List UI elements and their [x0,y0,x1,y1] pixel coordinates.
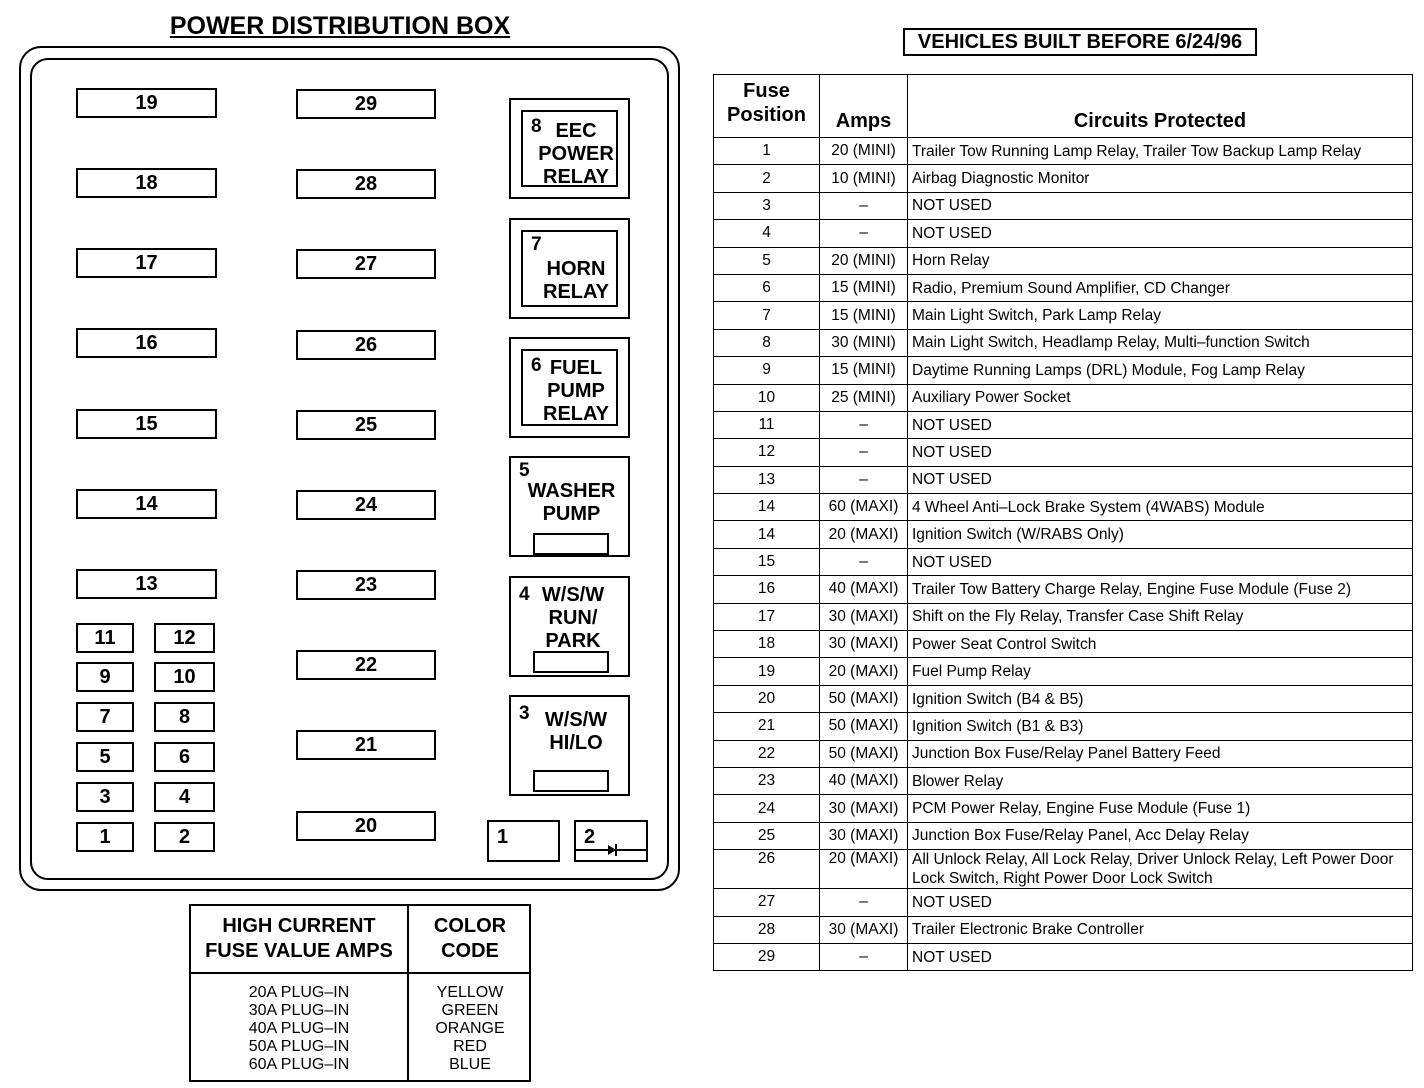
cell-circuits: Trailer Electronic Brake Controller [908,916,1413,943]
fuse-24: 24 [296,490,436,520]
legend-header-divider [191,972,529,974]
cell-amps: – [820,192,908,219]
cell-circuits: Trailer Tow Running Lamp Relay, Trailer Tow Backup Lamp Relay [908,138,1413,165]
cell-fuse-position: 28 [714,916,820,943]
cell-fuse-position: 10 [714,384,820,411]
cell-circuits: Radio, Premium Sound Amplifier, CD Changer [908,274,1413,301]
cell-circuits: PCM Power Relay, Engine Fuse Module (Fuse 1) [908,795,1413,822]
table-row [714,357,1413,384]
table-row [714,192,1413,219]
cell-fuse-position: 20 [714,685,820,712]
relay-number: 4 [519,584,530,605]
fuse-9: 9 [76,662,134,692]
cell-fuse-position: 25 [714,822,820,849]
cell-amps: – [820,439,908,466]
relay-label: FUEL PUMP RELAY [543,357,609,425]
cell-fuse-position: 22 [714,740,820,767]
cell-circuits: Horn Relay [908,247,1413,274]
cell-amps: 15 (MINI) [820,274,908,301]
fuse-11: 11 [76,623,134,653]
relay-7 [509,218,630,319]
cell-amps: 30 (MAXI) [820,822,908,849]
table-row [714,740,1413,767]
legend-colors-list [409,984,531,1074]
table-title: VEHICLES BUILT BEFORE 6/24/96 [903,28,1257,56]
cell-fuse-position: 18 [714,631,820,658]
cell-fuse-position: 26 [714,850,820,889]
relay-number: 8 [531,116,542,137]
table-row [714,521,1413,548]
cell-fuse-position: 11 [714,411,820,438]
diode-number: 2 [584,826,596,848]
cell-fuse-position: 9 [714,357,820,384]
cell-fuse-position: 14 [714,521,820,548]
fuse-15: 15 [76,409,217,439]
table-row [714,548,1413,575]
cell-circuits: Junction Box Fuse/Relay Panel, Acc Delay Relay [908,822,1413,849]
cell-circuits: All Unlock Relay, All Lock Relay, Driver Unlock Relay, Left Power Door Lock Switch, Right Power Door Lock Switch [908,850,1413,889]
relay-label: WASHER PUMP [527,480,616,525]
table-row [714,916,1413,943]
relay-8 [509,98,630,199]
fuse-21: 21 [296,730,436,760]
fuse-27: 27 [296,249,436,279]
table-row [714,658,1413,685]
cell-circuits: NOT USED [908,220,1413,247]
relay-label: W/S/W RUN/ PARK [541,584,605,652]
cell-fuse-position: 19 [714,658,820,685]
fuse-14: 14 [76,489,217,519]
legend-amp-item: 30A PLUG–IN [248,1002,350,1019]
cell-amps: 50 (MAXI) [820,740,908,767]
cell-circuits: NOT USED [908,411,1413,438]
cell-amps: 30 (MAXI) [820,631,908,658]
table-row [714,576,1413,603]
legend-amp-item: 40A PLUG–IN [248,1020,350,1037]
fuse-6: 6 [154,742,215,772]
table-row [714,329,1413,356]
cell-circuits: Ignition Switch (B1 & B3) [908,713,1413,740]
cell-fuse-position: 13 [714,466,820,493]
fuse-19: 19 [76,88,217,118]
cell-circuits: Blower Relay [908,767,1413,794]
cell-amps: 30 (MAXI) [820,795,908,822]
relay-slot [533,770,609,792]
cell-circuits: NOT USED [908,548,1413,575]
table-row [714,274,1413,301]
cell-fuse-position: 6 [714,274,820,301]
fuse-5: 5 [76,742,134,772]
fuse-12: 12 [154,623,215,653]
cell-amps: 30 (MAXI) [820,603,908,630]
cell-fuse-position: 2 [714,165,820,192]
cell-fuse-position: 5 [714,247,820,274]
cell-amps: 20 (MINI) [820,138,908,165]
diagram-title: POWER DISTRIBUTION BOX [169,12,511,40]
diode-1 [487,820,560,862]
relay-number: 6 [531,355,542,376]
table-row [714,713,1413,740]
legend-amp-item: 20A PLUG–IN [248,984,350,1001]
cell-amps: 30 (MINI) [820,329,908,356]
header-circuits: Circuits Protected [908,75,1413,138]
relay-number: 5 [519,460,530,481]
table-row [714,302,1413,329]
relay-6 [509,337,630,438]
fuse-29: 29 [296,89,436,119]
cell-circuits: Main Light Switch, Headlamp Relay, Multi–function Switch [908,329,1413,356]
table-row [714,220,1413,247]
fuse-20: 20 [296,811,436,841]
fuse-28: 28 [296,169,436,199]
legend-header-amps: HIGH CURRENT FUSE VALUE AMPS [205,915,393,962]
header-amps: Amps [820,75,908,138]
cell-circuits: 4 Wheel Anti–Lock Brake System (4WABS) Module [908,494,1413,521]
cell-amps: 50 (MAXI) [820,685,908,712]
legend-color-item: BLUE [449,1056,491,1073]
cell-circuits: Trailer Tow Battery Charge Relay, Engine Fuse Module (Fuse 2) [908,576,1413,603]
diode-symbol-icon [576,840,646,860]
cell-amps: 15 (MINI) [820,302,908,329]
table-row [714,165,1413,192]
table-row [714,439,1413,466]
legend-amp-item: 60A PLUG–IN [248,1056,350,1073]
relay-label: W/S/W HI/LO [544,709,608,754]
relay-label: EEC POWER RELAY [538,120,614,188]
relay-slot [533,651,609,673]
cell-circuits: Junction Box Fuse/Relay Panel Battery Feed [908,740,1413,767]
cell-fuse-position: 7 [714,302,820,329]
cell-circuits: NOT USED [908,439,1413,466]
cell-circuits: NOT USED [908,192,1413,219]
cell-amps: 40 (MAXI) [820,767,908,794]
table-row [714,494,1413,521]
fuse-25: 25 [296,410,436,440]
legend-amp-item: 50A PLUG–IN [248,1038,350,1055]
table-row [714,466,1413,493]
fuse-22: 22 [296,650,436,680]
color-code-legend [189,904,531,1082]
cell-fuse-position: 3 [714,192,820,219]
cell-circuits: Power Seat Control Switch [908,631,1413,658]
cell-fuse-position: 4 [714,220,820,247]
cell-amps: 10 (MINI) [820,165,908,192]
cell-fuse-position: 15 [714,548,820,575]
cell-circuits: NOT USED [908,889,1413,916]
header-fuse-position: Fuse Position [714,75,820,138]
fuse-2: 2 [154,822,215,852]
cell-amps: 20 (MAXI) [820,658,908,685]
fuse-4: 4 [154,782,215,812]
cell-fuse-position: 23 [714,767,820,794]
cell-circuits: Ignition Switch (B4 & B5) [908,685,1413,712]
table-row [714,822,1413,849]
cell-fuse-position: 27 [714,889,820,916]
fuse-3: 3 [76,782,134,812]
cell-circuits: NOT USED [908,943,1413,970]
cell-amps: 40 (MAXI) [820,576,908,603]
fuse-17: 17 [76,248,217,278]
cell-amps: 60 (MAXI) [820,494,908,521]
cell-fuse-position: 1 [714,138,820,165]
fuse-7: 7 [76,702,134,732]
legend-color-item: RED [453,1038,487,1055]
legend-color-item: GREEN [441,1002,499,1019]
legend-color-item: ORANGE [435,1020,505,1037]
cell-circuits: NOT USED [908,466,1413,493]
table-row [714,247,1413,274]
cell-circuits: Shift on the Fly Relay, Transfer Case Shift Relay [908,603,1413,630]
cell-fuse-position: 12 [714,439,820,466]
relay-number: 7 [531,234,542,255]
cell-circuits: Main Light Switch, Park Lamp Relay [908,302,1413,329]
cell-amps: – [820,548,908,575]
relay-slot [533,533,609,555]
cell-fuse-position: 21 [714,713,820,740]
fuse-18: 18 [76,168,217,198]
table-row [714,631,1413,658]
fuse-10: 10 [154,662,215,692]
legend-amps-list [191,984,407,1074]
fuse-16: 16 [76,328,217,358]
fuse-1: 1 [76,822,134,852]
relay-3 [509,695,630,796]
cell-amps: 30 (MAXI) [820,916,908,943]
cell-fuse-position: 14 [714,494,820,521]
relay-label: HORN RELAY [543,258,609,303]
cell-circuits: Ignition Switch (W/RABS Only) [908,521,1413,548]
cell-fuse-position: 17 [714,603,820,630]
cell-fuse-position: 29 [714,943,820,970]
table-row [714,603,1413,630]
table-row [714,685,1413,712]
fuse-23: 23 [296,570,436,600]
cell-amps: 20 (MAXI) [820,521,908,548]
table-row [714,384,1413,411]
cell-amps: – [820,411,908,438]
table-row [714,411,1413,438]
fuse-circuit-table [713,74,1413,971]
cell-amps: – [820,220,908,247]
table-body [714,138,1413,971]
table-row [714,850,1413,889]
table-row [714,767,1413,794]
legend-header-color: COLOR CODE [433,915,507,962]
cell-amps: 25 (MINI) [820,384,908,411]
cell-fuse-position: 8 [714,329,820,356]
cell-amps: – [820,889,908,916]
cell-circuits: Auxiliary Power Socket [908,384,1413,411]
table-row [714,138,1413,165]
diode-number: 1 [497,826,509,848]
cell-fuse-position: 16 [714,576,820,603]
cell-amps: 20 (MAXI) [820,850,908,889]
cell-amps: 50 (MAXI) [820,713,908,740]
cell-amps: 15 (MINI) [820,357,908,384]
cell-amps: – [820,943,908,970]
cell-circuits: Airbag Diagnostic Monitor [908,165,1413,192]
cell-amps: – [820,466,908,493]
diode-2 [574,820,648,862]
table-row [714,795,1413,822]
fuse-13: 13 [76,569,217,599]
table-row [714,943,1413,970]
fuse-26: 26 [296,330,436,360]
legend-color-item: YELLOW [436,984,504,1001]
cell-amps: 20 (MINI) [820,247,908,274]
cell-fuse-position: 24 [714,795,820,822]
cell-circuits: Daytime Running Lamps (DRL) Module, Fog Lamp Relay [908,357,1413,384]
cell-circuits: Fuel Pump Relay [908,658,1413,685]
relay-5 [509,456,630,557]
table-row [714,889,1413,916]
fuse-8: 8 [154,702,215,732]
relay-number: 3 [519,703,530,724]
relay-4 [509,576,630,677]
